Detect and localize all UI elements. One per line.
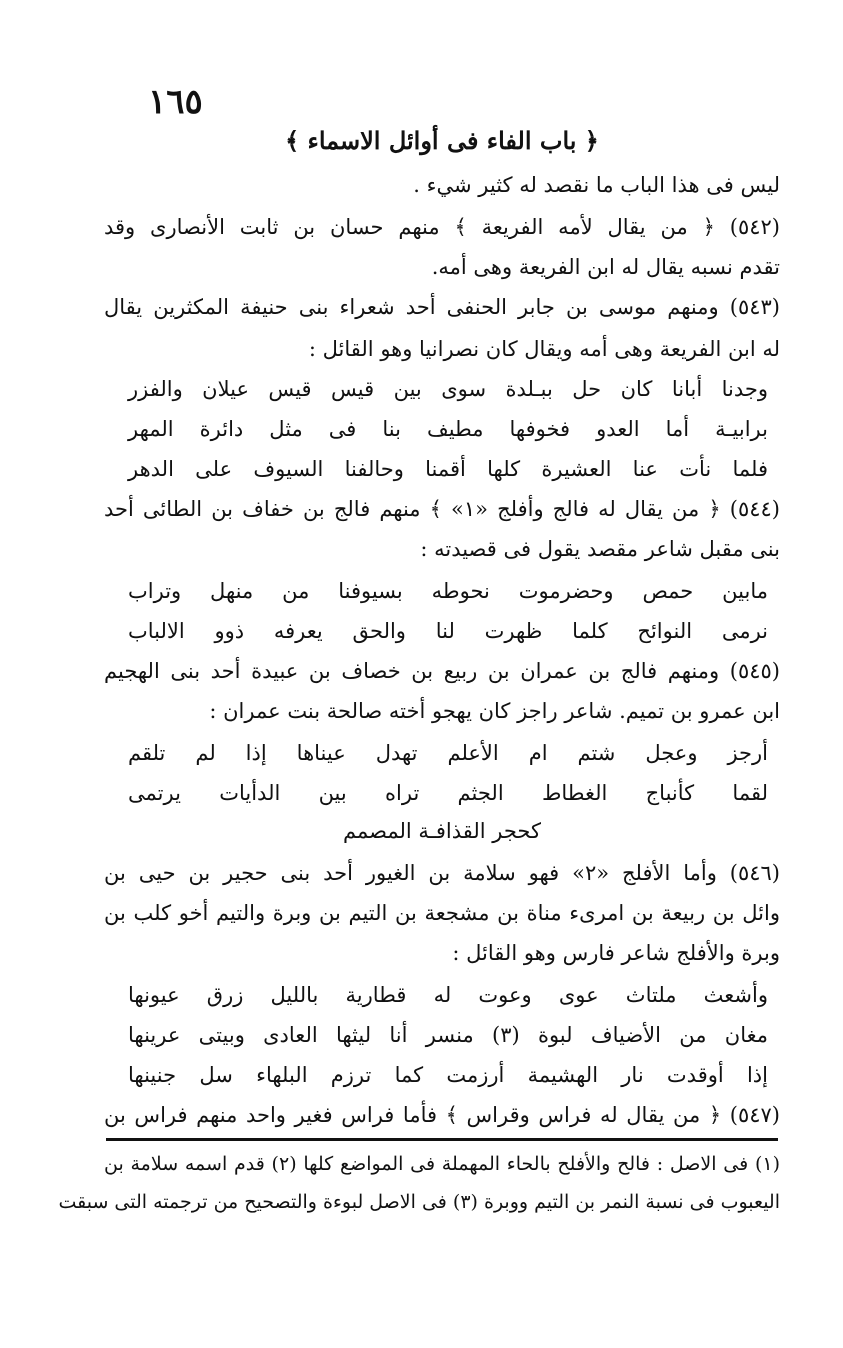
chapter-title: ﴿ باب الفاء فى أوائل الاسماء ﴾: [285, 126, 599, 155]
verse-line: كحجر القذافـة المصمم: [343, 819, 541, 843]
text-line: تقدم نسبه يقال له ابن الفريعة وهى أمه.: [431, 255, 780, 279]
verse-line: أرجز وعجل شتم ام الأعلم تهدل عيناها إذا لم تلقم: [128, 741, 768, 765]
verse-line: مابين حمص وحضرموت نحوطه بسيوفنا من منهل وتراب: [128, 579, 768, 603]
text-line: (٥٤٤) ﴿ من يقال له فالج وأفلج «١» ﴾ منهم فالج بن خفاف بن الطائى أحد: [104, 497, 780, 521]
text-line: (٥٤٥) ومنهم فالج بن عمران بن ربيع بن خصاف بن عبيدة أحد بنى الهجيم: [104, 659, 780, 683]
text-line: (٥٤٢) ﴿ من يقال لأمه الفريعة ﴾ منهم حسان بن ثابت الأنصارى وقد: [104, 215, 780, 239]
text-line: (٥٤٣) ومنهم موسى بن جابر الحنفى أحد شعراء بنى حنيفة المكثرين يقال: [104, 295, 780, 319]
verse-line: إذا أوقدت نار الهشيمة أرزمت كما ترزم البلهاء سل جنينها: [128, 1063, 768, 1087]
footnote-line: اليعبوب فى نسبة النمر بن التيم ووبرة (٣) فى الاصل لبوءة والتصحيح من ترجمته التى سبقت: [58, 1191, 780, 1213]
verse-line: وجدنا أبانا كان حل ببـلدة سوى بين قيس قيس عيلان والفزر: [128, 377, 768, 401]
page-number: ١٦٥: [148, 82, 203, 122]
text-line: وائل بن ربيعة بن امرىء مناة بن مشجعة بن التيم بن وبرة والتيم أخو كلب بن: [104, 901, 780, 925]
text-line: ابن عمرو بن تميم. شاعر راجز كان يهجو أخته صالحة بنت عمران :: [209, 699, 780, 723]
text-line: بنى مقبل شاعر مقصد يقول فى قصيدته :: [420, 537, 780, 561]
footnote-line: (١) فى الاصل : فالح والأفلح بالحاء المهملة فى المواضع كلها (٢) قدم اسمه سلامة بن: [104, 1153, 780, 1175]
verse-line: وأشعث ملتاث عوى وعوت له قطارية بالليل زرق عيونها: [128, 983, 768, 1007]
text-line: له ابن الفريعة وهى أمه ويقال كان نصرانيا وهو القائل :: [308, 337, 780, 361]
text-line: وبرة والأفلج شاعر فارس وهو القائل :: [452, 941, 780, 965]
verse-line: لقما كأنباج الغطاط الجثم تراه بين الدأيات يرتمى: [128, 781, 768, 805]
verse-line: مغان من الأضياف لبوة (٣) منسر أنا ليثها العادى وبيتى عرينها: [128, 1023, 768, 1047]
verse-line: نرمى النوائح كلما ظهرت لنا والحق يعرفه ذوو الالباب: [128, 619, 768, 643]
footnote-divider: [106, 1138, 778, 1141]
verse-line: برابيـة أما العدو فخوفها مطيف بنا فى مثل دائرة المهر: [128, 417, 768, 441]
text-line: ليس فى هذا الباب ما نقصد له كثير شيء .: [413, 173, 780, 197]
text-line: (٥٤٦) وأما الأفلج «٢» فهو سلامة بن الغيور أحد بنى حجير بن حيى بن: [104, 861, 780, 885]
verse-line: فلما نأت عنا العشيرة كلها أقمنا وحالفنا السيوف على الدهر: [128, 457, 768, 481]
text-line: (٥٤٧) ﴿ من يقال له فراس وقراس ﴾ فأما فراس فغير واحد منهم فراس بن: [104, 1103, 780, 1127]
